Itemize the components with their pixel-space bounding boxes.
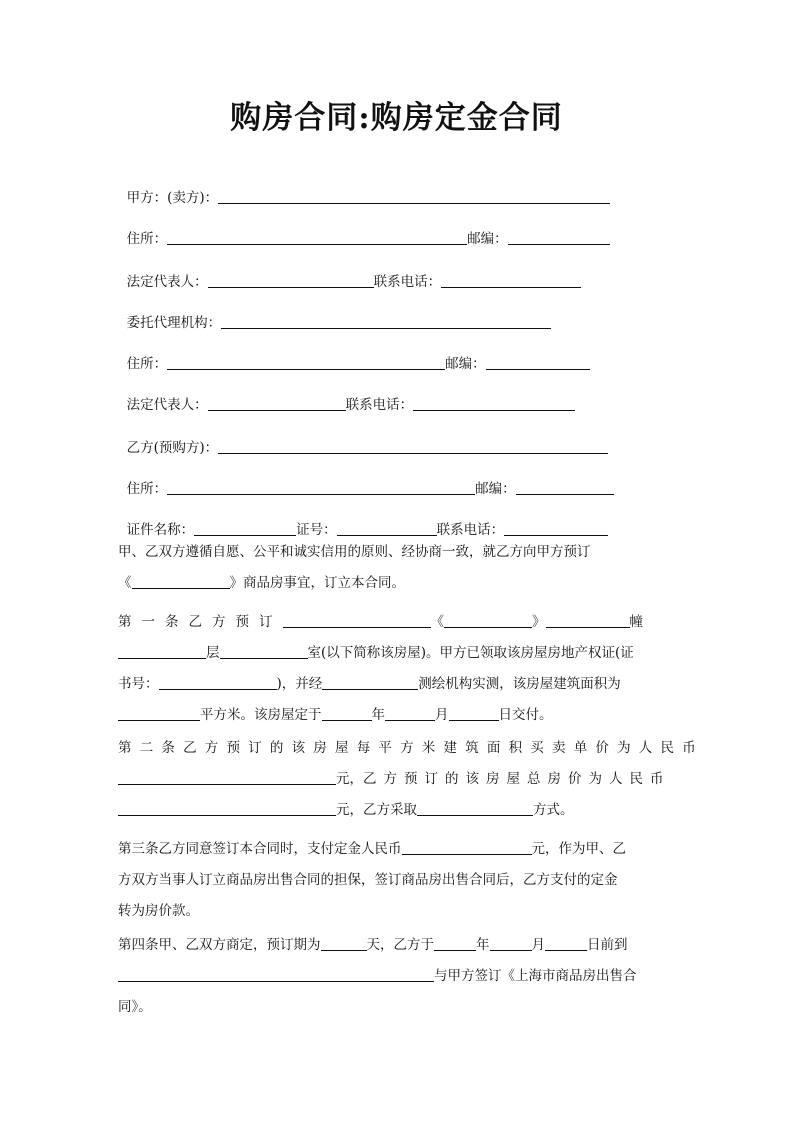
article-1-heading: 第一条乙方预订 — [118, 614, 283, 630]
article-2-l2-b: 乙方预订的该房屋总房价为人民币 — [363, 771, 671, 787]
article-4-day-field[interactable] — [545, 936, 587, 951]
seller-address-label: 住所： — [126, 231, 168, 247]
agent-legal-rep-field[interactable] — [208, 396, 346, 411]
article-2-total-price-field[interactable] — [118, 801, 336, 816]
seller-address-line — [118, 209, 610, 249]
article-1-line-1 — [118, 607, 674, 638]
article-4-l1-b: 天，乙方于 — [366, 937, 434, 953]
seller-address-field[interactable] — [167, 230, 467, 245]
article-1-l1-c: 》 — [532, 614, 546, 630]
article-1-room-field[interactable] — [220, 644, 308, 659]
article-1-l2-b: 室(以下简称该房屋)。甲方已领取该房屋房地产权证(证 — [307, 645, 634, 661]
article-1-l3-a: 书号： — [118, 676, 159, 692]
agent-postcode-label: 邮编： — [445, 356, 486, 372]
article-1-l3-c: 测绘机构实测，该房屋建筑面积为 — [418, 676, 621, 692]
article-1-line-3 — [118, 669, 674, 700]
article-1-survey-org-field[interactable] — [322, 675, 418, 690]
agent-phone-label: 联系电话： — [345, 397, 414, 413]
buyer-phone-label: 联系电话： — [436, 522, 505, 538]
article-1-year-field[interactable] — [322, 706, 372, 721]
seller-name-field[interactable] — [218, 189, 610, 204]
article-1-l1-d: 幢 — [629, 614, 643, 630]
article-2-line-3 — [118, 795, 674, 826]
article-2-unit-price-field[interactable] — [118, 770, 336, 785]
agent-postcode-field[interactable] — [486, 355, 590, 370]
article-4-l1-d: 月 — [531, 937, 545, 953]
article-4-l1-c: 年 — [476, 937, 490, 953]
article-3-line-1 — [118, 834, 674, 865]
article-4 — [118, 930, 674, 1023]
article-4-month-field[interactable] — [490, 936, 532, 951]
article-4-line-2 — [118, 961, 674, 992]
intro-paragraph — [118, 537, 674, 599]
article-4-year-field[interactable] — [434, 936, 476, 951]
document-title: 购房合同:购房定金合同 — [230, 100, 563, 136]
intro-line-2-a: 《 — [118, 575, 132, 591]
buyer-id-no-label: 证号： — [296, 522, 337, 538]
seller-legal-rep-field[interactable] — [208, 273, 374, 288]
seller-legal-rep-line — [118, 252, 581, 292]
seller-postcode-field[interactable] — [508, 230, 610, 245]
article-1-l4-b: 年 — [371, 707, 385, 723]
article-1-l1-b: 《 — [430, 614, 444, 630]
article-1-line-2 — [118, 638, 674, 669]
agent-address-field[interactable] — [167, 355, 445, 370]
buyer-party-label: 乙方(预购方)： — [126, 440, 219, 456]
article-3 — [118, 834, 674, 927]
agent-line — [118, 293, 551, 333]
seller-party-label: 甲方：(卖方)： — [126, 190, 219, 206]
article-2-l3-a: 元，乙方采取 — [336, 802, 417, 818]
article-2 — [118, 733, 704, 826]
buyer-id-name-label: 证件名称： — [126, 522, 195, 538]
article-2-line-1: 第二条乙方预订的该房屋每平方米建筑面积买卖单价为人民币 — [118, 740, 704, 756]
article-1-location-field[interactable] — [283, 613, 431, 628]
buyer-postcode-field[interactable] — [516, 480, 614, 495]
article-1-l4-d: 日交付。 — [498, 707, 553, 723]
article-2-line-2 — [118, 764, 674, 795]
seller-postcode-label: 邮编： — [467, 231, 508, 247]
article-1-area-field[interactable] — [118, 706, 200, 721]
buyer-id-name-field[interactable] — [194, 521, 296, 536]
intro-line-2-b: 》商品房事宜，订立本合同。 — [229, 575, 405, 591]
agent-legal-rep-line — [118, 375, 575, 415]
article-3-line-2: 方双方当事人订立商品房出售合同的担保，签订商品房出售合同后，乙方支付的定金 — [118, 872, 618, 888]
buyer-phone-field[interactable] — [504, 521, 608, 536]
article-1-line-4 — [118, 700, 674, 731]
buyer-id-no-field[interactable] — [337, 521, 437, 536]
agent-address-line — [118, 334, 590, 374]
article-4-line-3: 同》。 — [118, 999, 152, 1015]
article-1 — [118, 607, 674, 731]
article-1-cert-no-field[interactable] — [159, 675, 277, 690]
buyer-address-line — [118, 459, 614, 499]
seller-party-line — [118, 168, 610, 208]
intro-line-2 — [118, 568, 674, 599]
article-1-day-field[interactable] — [449, 706, 499, 721]
article-2-payment-method-field[interactable] — [417, 801, 533, 816]
article-2-l2-a: 元， — [336, 771, 363, 787]
article-1-project-field[interactable] — [444, 613, 532, 628]
agent-label: 委托代理机构： — [126, 315, 222, 331]
buyer-address-field[interactable] — [167, 480, 475, 495]
article-1-building-field[interactable] — [546, 613, 630, 628]
agent-field[interactable] — [221, 314, 551, 329]
article-1-month-field[interactable] — [385, 706, 435, 721]
intro-line-1: 甲、乙双方遵循自愿、公平和诚实信用的原则、经协商一致，就乙方向甲方预订 — [118, 544, 591, 560]
article-4-l1-e: 日前到 — [587, 937, 628, 953]
buyer-party-line — [118, 418, 608, 458]
agent-legal-rep-label: 法定代表人： — [126, 397, 208, 413]
article-1-l4-a: 平方米。该房屋定于 — [200, 707, 322, 723]
article-1-l2-a: 层 — [206, 645, 220, 661]
article-1-l3-b: )，并经 — [276, 676, 323, 692]
article-1-l4-c: 月 — [435, 707, 449, 723]
article-3-line-3: 转为房价款。 — [118, 903, 199, 919]
seller-phone-field[interactable] — [441, 273, 581, 288]
agent-phone-field[interactable] — [413, 396, 575, 411]
seller-legal-rep-label: 法定代表人： — [126, 274, 208, 290]
article-1-floor-field[interactable] — [118, 644, 206, 659]
article-4-line-1 — [118, 930, 674, 961]
buyer-address-label: 住所： — [126, 481, 168, 497]
article-4-days-field[interactable] — [321, 936, 367, 951]
article-4-l1-a: 第四条甲、乙双方商定，预订期为 — [118, 937, 321, 953]
article-3-l1-a: 第三条乙方同意签订本合同时，支付定金人民币 — [118, 841, 402, 857]
agent-address-label: 住所： — [126, 356, 168, 372]
article-4-l2: 与甲方签订《上海市商品房出售合 — [434, 968, 637, 984]
project-name-field[interactable] — [132, 574, 230, 589]
buyer-postcode-label: 邮编： — [475, 481, 516, 497]
seller-phone-label: 联系电话： — [373, 274, 442, 290]
article-3-deposit-field[interactable] — [402, 840, 532, 855]
buyer-name-field[interactable] — [218, 439, 608, 454]
article-4-place-field[interactable] — [118, 967, 434, 982]
article-3-l1-b: 元，作为甲、乙 — [531, 841, 626, 857]
article-2-l3-b: 方式。 — [533, 802, 574, 818]
buyer-id-line — [118, 500, 608, 540]
